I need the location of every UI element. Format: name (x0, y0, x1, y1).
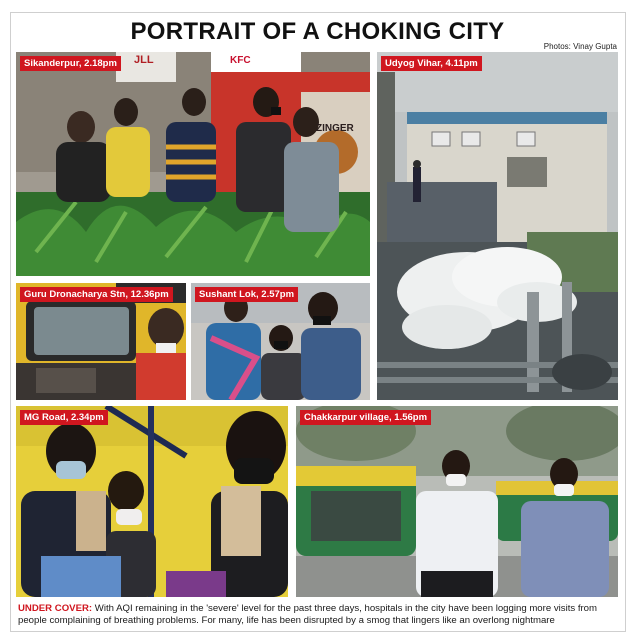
kfc-sign: KFC (230, 55, 251, 66)
caption-text: With AQI remaining in the 'severe' level for the past three days, hospitals in the city have been logging more visits from people complaining of breathing problems. For many, life has been disrupted by a smog that lingers like an overlong nightmare (18, 603, 598, 626)
photo-caption (18, 603, 622, 627)
photo-label: Sushant Lok, 2.57pm (195, 287, 298, 302)
photo-credit: Photos: Vinay Gupta (543, 42, 617, 51)
photo-guru-dronacharya (16, 283, 186, 400)
photo-sushant-lok (191, 283, 370, 400)
photo-sikanderpur (16, 52, 370, 276)
photo-label: Chakkarpur village, 1.56pm (300, 410, 431, 425)
udyog-vihar-scene (377, 52, 618, 400)
page-title: PORTRAIT OF A CHOKING CITY (130, 18, 505, 45)
photo-udyog-vihar (377, 52, 618, 400)
mg-road-scene (16, 406, 288, 597)
photo-label: Udyog Vihar, 4.11pm (381, 56, 482, 71)
photo-chakkarpur (296, 406, 618, 597)
zinger-sign: ZINGER (316, 123, 354, 134)
sikanderpur-scene (16, 52, 370, 276)
jll-sign: JLL (134, 54, 154, 66)
chakkarpur-scene (296, 406, 618, 597)
photo-label: MG Road, 2.34pm (20, 410, 108, 425)
photo-mg-road (16, 406, 288, 597)
caption-lead: UNDER COVER: (18, 603, 93, 614)
photo-label: Sikanderpur, 2.18pm (20, 56, 121, 71)
photo-label: Guru Dronacharya Stn, 12.36pm (20, 287, 173, 302)
